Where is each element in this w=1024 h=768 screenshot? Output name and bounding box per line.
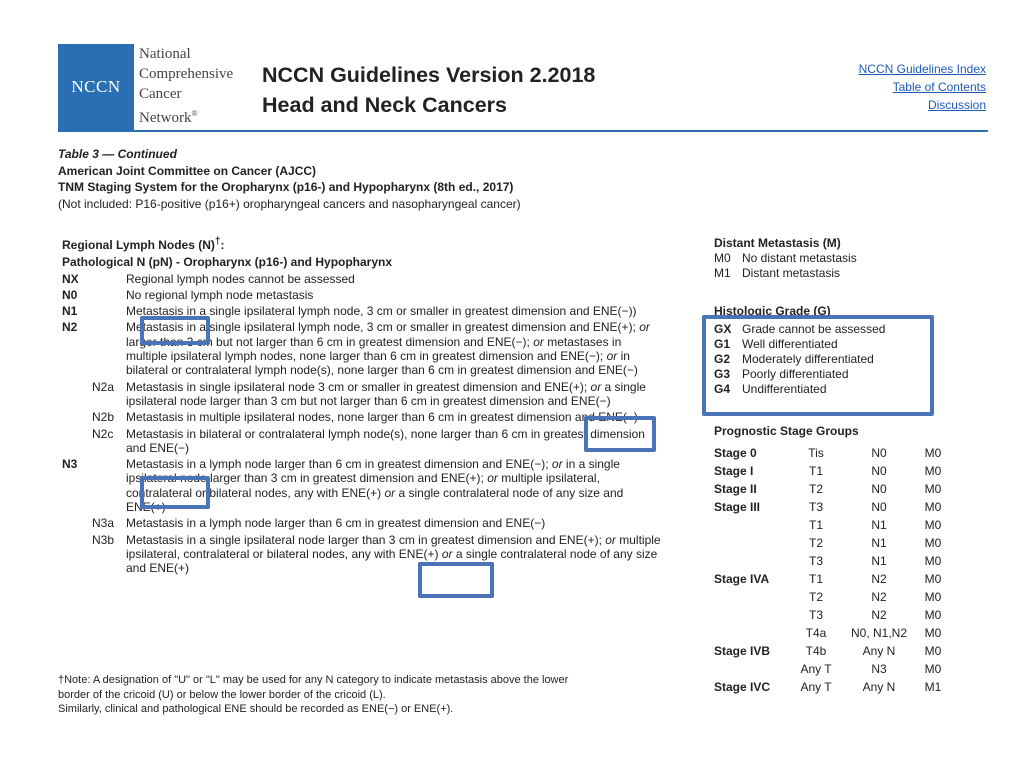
row-desc: No distant metastasis xyxy=(742,251,857,265)
m-cell: M0 xyxy=(924,446,942,460)
row-code: N2 xyxy=(62,320,78,335)
table-row xyxy=(714,570,948,588)
t-cell: T1 xyxy=(808,464,823,478)
stage-cell: Stage IVC xyxy=(714,680,771,694)
t-cell: T4a xyxy=(805,626,827,640)
t-cell: Tis xyxy=(808,446,824,460)
n-cell: N2 xyxy=(871,608,887,622)
table-row xyxy=(714,624,948,642)
stage-cell xyxy=(714,606,792,624)
row-desc xyxy=(126,533,662,576)
stage-cell: Stage IVB xyxy=(714,644,771,658)
desc-part: a single ipsilateral node larger than 3 cm but not larger than 6 cm in greatest dimension and ENE(−) xyxy=(126,379,646,408)
row-desc: Moderately differentiated xyxy=(742,352,874,366)
footnote-line: Similarly, clinical and pathological ENE should be recorded as ENE(−) or ENE(+). xyxy=(58,703,454,715)
m-cell: M0 xyxy=(924,518,942,532)
list-item xyxy=(714,251,857,266)
table-intro xyxy=(58,146,521,212)
row-code: G2 xyxy=(714,352,731,366)
row-code: N2a xyxy=(92,379,115,394)
desc-part: or xyxy=(441,546,453,561)
row-desc: Undifferentiated xyxy=(742,382,827,396)
footnote-line: †Note: A designation of "U" or "L" may be used for any N category to indicate metastasis above the lower xyxy=(58,674,569,686)
t-cell: Any T xyxy=(800,662,832,676)
stage-cell xyxy=(714,588,792,606)
row-desc: Well differentiated xyxy=(742,337,838,351)
t-cell: Any T xyxy=(800,680,832,694)
title-version: NCCN Guidelines Version 2.2018 xyxy=(262,63,596,87)
desc-part: or xyxy=(590,379,602,394)
row-code: G3 xyxy=(714,367,731,381)
table-row xyxy=(714,552,948,570)
table-label: Table 3 — Continued xyxy=(58,147,177,161)
stage-cell xyxy=(714,534,792,552)
row-code: G1 xyxy=(714,337,731,351)
highlight-box-n2b xyxy=(140,476,210,509)
m-cell: M0 xyxy=(924,662,942,676)
desc-part: or xyxy=(551,457,563,472)
org-line: Comprehensive xyxy=(139,66,234,82)
distant-metastasis xyxy=(714,236,857,281)
n-cell: N1 xyxy=(871,554,887,568)
m-cell: M0 xyxy=(924,626,942,640)
table-row xyxy=(714,516,948,534)
footnote xyxy=(58,673,658,717)
desc-part: multiple ipsilateral, contralateral or bilateral nodes, any with ENE(+) xyxy=(126,532,661,561)
committee-name: American Joint Committee on Cancer (AJCC) xyxy=(58,163,317,178)
desc-part: or xyxy=(384,485,396,500)
row-code: G4 xyxy=(714,382,731,396)
row-code: N3 xyxy=(62,457,78,472)
row-desc: Metastasis in a lymph node larger than 6 cm in greatest dimension and ENE(−) xyxy=(126,516,546,531)
desc-part: or xyxy=(533,334,544,349)
row-desc: Distant metastasis xyxy=(742,266,841,280)
stage-cell: Stage II xyxy=(714,482,757,496)
highlight-box-n2a xyxy=(584,416,656,452)
t-cell: T3 xyxy=(808,500,823,514)
t-cell: T1 xyxy=(808,572,823,586)
desc-part: or xyxy=(606,349,618,364)
row-code: N0 xyxy=(62,287,78,302)
top-links xyxy=(859,60,986,114)
desc-part: in a single ipsilateral node larger than 3 cm in greatest dimension and ENE(+); xyxy=(126,457,620,486)
n-cell: N2 xyxy=(871,590,887,604)
t-cell: T2 xyxy=(808,590,823,604)
m-cell: M0 xyxy=(924,500,942,514)
desc-part: Metastasis in a single ipsilateral node larger than 3 cm in greatest dimension and ENE(+); xyxy=(126,532,606,547)
row-code: M0 xyxy=(714,251,731,265)
row-desc: No regional lymph node metastasis xyxy=(126,287,314,302)
t-cell: T2 xyxy=(808,536,823,550)
t-cell: T2 xyxy=(808,482,823,496)
table-row xyxy=(62,427,662,456)
m-cell: M0 xyxy=(924,644,942,658)
row-code: N1 xyxy=(62,304,78,319)
table-row xyxy=(714,606,948,624)
stage-groups-table xyxy=(714,444,948,696)
row-desc: Grade cannot be assessed xyxy=(742,322,886,336)
row-desc: Metastasis in multiple ipsilateral nodes, none larger than 6 cm in greatest dimension and ENE(−) xyxy=(126,410,638,425)
org-line: Cancer xyxy=(139,86,182,102)
stage-cell: Stage III xyxy=(714,500,761,514)
m-cell: M0 xyxy=(924,464,942,478)
desc-part: or xyxy=(639,320,650,335)
table-row xyxy=(714,462,948,480)
row-code: N3a xyxy=(92,516,115,531)
table-row xyxy=(714,678,948,696)
row-code: M1 xyxy=(714,266,731,280)
table-row xyxy=(714,444,948,462)
t-cell: T3 xyxy=(808,608,823,622)
stage-cell xyxy=(714,516,792,534)
row-code: N2c xyxy=(92,426,114,441)
desc-part: larger than 3 cm but not larger than 6 cm in greatest dimension and ENE(−); xyxy=(126,334,534,349)
t-cell: T4b xyxy=(805,644,827,658)
heading-colon: : xyxy=(220,238,225,252)
desc-part: multiple ipsilateral, contralateral or bilateral nodes, any with ENE(+) xyxy=(126,471,600,500)
guidelines-index-link[interactable]: NCCN Guidelines Index xyxy=(858,62,986,76)
table-row xyxy=(714,480,948,498)
staging-system: TNM Staging System for the Oropharynx (p16-) and Hypopharynx (8th ed., 2017) xyxy=(58,180,514,194)
stage-cell: Stage 0 xyxy=(714,446,757,460)
highlight-box-grade xyxy=(702,315,934,416)
desc-part: Metastasis in a single ipsilateral lymph node, 3 cm or smaller in greatest dimension and ENE(+); xyxy=(126,320,640,335)
n-cell: N1 xyxy=(871,518,887,532)
row-code: N2b xyxy=(92,410,115,425)
organization-name xyxy=(139,44,233,128)
t-cell: T1 xyxy=(808,518,823,532)
m-cell: M0 xyxy=(924,590,942,604)
footnote-line: border of the cricoid (U) or below the lower border of the cricoid (L). xyxy=(58,688,386,701)
table-of-contents-link[interactable]: Table of Contents xyxy=(892,80,986,94)
stage-cell: Stage IVA xyxy=(714,572,770,586)
row-desc: Poorly differentiated xyxy=(742,367,849,381)
dagger-mark: † xyxy=(214,236,221,247)
table-row xyxy=(714,498,948,516)
table-row xyxy=(62,272,662,286)
not-included-note: (Not included: P16-positive (p16+) oropharyngeal cancers and nasopharyngeal cancer) xyxy=(58,196,521,211)
row-code: NX xyxy=(62,271,79,286)
n-cell: Any N xyxy=(862,680,896,694)
table-row xyxy=(714,534,948,552)
table-row xyxy=(62,288,662,302)
org-line: National xyxy=(139,46,191,62)
m-cell: M0 xyxy=(924,536,942,550)
desc-part: or xyxy=(605,532,616,547)
title-topic: Head and Neck Cancers xyxy=(262,93,507,117)
n-cell: N0 xyxy=(871,500,887,514)
section-heading: Distant Metastasis (M) xyxy=(714,236,841,250)
stage-cell xyxy=(714,552,792,570)
desc-part: Metastasis in a lymph node larger than 6 cm in greatest dimension and ENE(−); xyxy=(126,457,552,472)
page-title xyxy=(262,60,595,120)
m-cell: M0 xyxy=(924,482,942,496)
t-cell: T3 xyxy=(808,554,823,568)
n-cell: N0 xyxy=(871,482,887,496)
highlight-box-n1 xyxy=(140,316,210,345)
n-cell: N3 xyxy=(871,662,887,676)
discussion-link[interactable]: Discussion xyxy=(927,98,986,112)
highlight-box-n3 xyxy=(418,562,494,598)
n-cell: N0 xyxy=(871,464,887,478)
desc-part: a single contralateral node of any size and ENE(+) xyxy=(126,546,658,576)
table-row xyxy=(714,588,948,606)
section-heading: Regional Lymph Nodes (N)†: xyxy=(62,236,225,252)
n-cell: N0, N1,N2 xyxy=(850,626,908,640)
m-cell: M1 xyxy=(924,680,942,694)
stage-groups-heading: Prognostic Stage Groups xyxy=(714,424,859,438)
nccn-logo xyxy=(58,44,134,130)
stage-cell xyxy=(714,624,792,642)
m-cell: M0 xyxy=(924,608,942,622)
section-subheading: Pathological N (pN) - Oropharynx (p16-) and Hypopharynx xyxy=(62,255,393,270)
registered-mark: ® xyxy=(191,109,198,118)
header-divider xyxy=(58,130,988,132)
table-row xyxy=(714,642,948,660)
desc-part: Metastasis in single ipsilateral node 3 cm or smaller in greatest dimension and ENE(+); xyxy=(126,379,591,394)
n-cell: N2 xyxy=(871,572,887,586)
m-cell: M0 xyxy=(924,572,942,586)
n-cell: N1 xyxy=(871,536,887,550)
stage-cell: Stage I xyxy=(714,464,754,478)
table-row xyxy=(714,660,948,678)
section-heading: Histologic Grade (G) xyxy=(714,304,831,318)
table-row xyxy=(62,533,662,576)
row-code: GX xyxy=(714,322,732,336)
n-cell: N0 xyxy=(871,446,887,460)
desc-part: a single contralateral node of any size and ENE(+) xyxy=(126,485,624,515)
desc-part: in bilateral or contralateral lymph node(s), none larger than 6 cm in greatest dimension and ENE(−) xyxy=(126,349,638,378)
row-desc xyxy=(126,380,662,409)
regional-lymph-nodes xyxy=(62,235,662,576)
row-desc: Metastasis in bilateral or contralateral lymph node(s), none larger than 6 cm in greatest dimension and ENE(−) xyxy=(126,426,645,455)
table-row xyxy=(62,410,662,424)
row-desc: Regional lymph nodes cannot be assessed xyxy=(126,271,355,286)
row-desc: Metastasis in a single ipsilateral lymph node, 3 cm or smaller in greatest dimension and ENE(−)) xyxy=(126,304,637,319)
m-cell: M0 xyxy=(924,554,942,568)
table-row xyxy=(62,516,662,530)
desc-part: or xyxy=(487,471,498,486)
stage-cell xyxy=(714,660,792,678)
row-code: N3b xyxy=(92,532,115,547)
n-cell: Any N xyxy=(862,644,896,658)
desc-part: metastases in multiple ipsilateral lymph nodes, none larger than 6 cm in greatest dimension and ENE(−); xyxy=(126,334,622,364)
table-row xyxy=(62,380,662,409)
logo-text: NCCN xyxy=(71,77,121,96)
list-item xyxy=(714,266,857,281)
org-line: Network xyxy=(139,110,192,126)
